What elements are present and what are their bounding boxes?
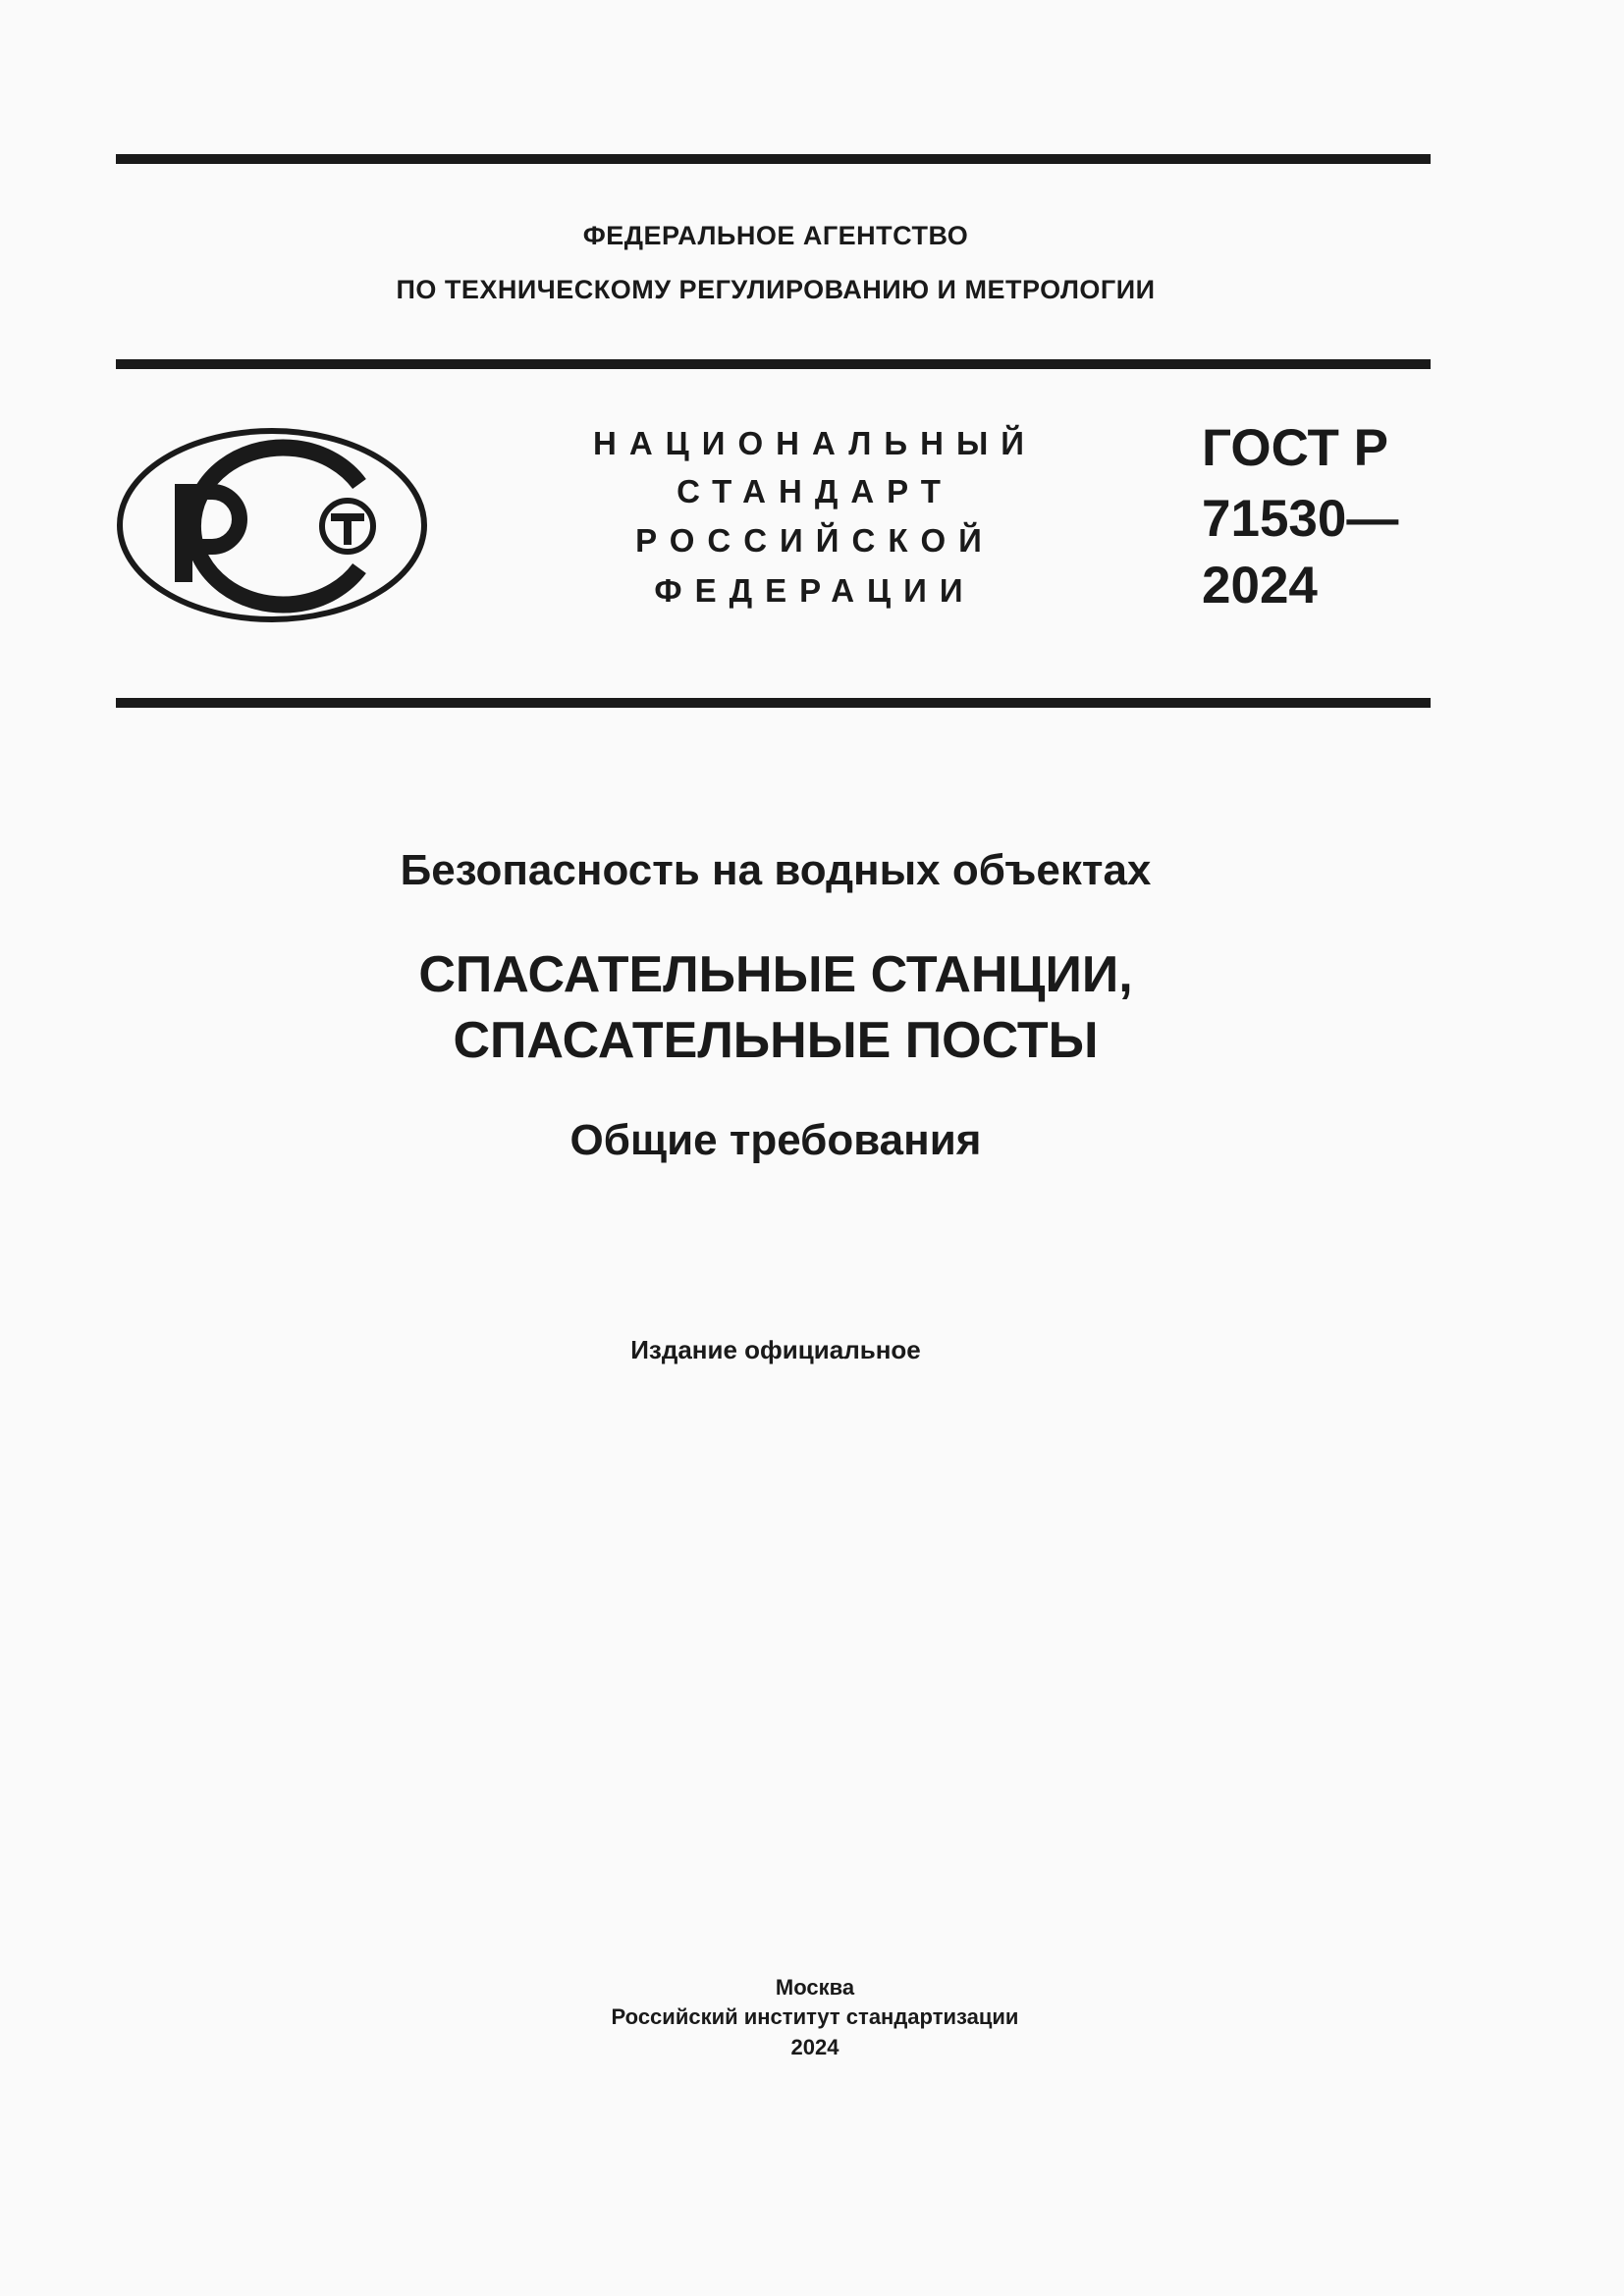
edition-label: Издание официальное (630, 1335, 921, 1364)
footer-year: 2024 (790, 2035, 839, 2059)
document-title-line-1: СПАСАТЕЛЬНЫЕ СТАНЦИИ, (418, 946, 1133, 1003)
footer-city: Москва (775, 1975, 855, 2000)
designation-line-2: 71530— (1202, 490, 1399, 548)
agency-name-line-1: ФЕДЕРАЛЬНОЕ АГЕНТСТВО (582, 221, 969, 250)
agency-name-line-2: ПО ТЕХНИЧЕСКОМУ РЕГУЛИРОВАНИЮ И МЕТРОЛОГИИ (396, 275, 1156, 304)
top-rule (116, 154, 1431, 164)
document-title-line-2: СПАСАТЕЛЬНЫЕ ПОСТЫ (453, 1012, 1099, 1069)
standard-type-line-4: ФЕДЕРАЦИИ (654, 572, 976, 609)
header-rule (116, 359, 1431, 369)
designation-line-3: 2024 (1202, 557, 1318, 614)
divider-rule (116, 698, 1431, 708)
standard-type-line-1: НАЦИОНАЛЬНЫЙ (593, 425, 1037, 461)
document-subtitle: Общие требования (569, 1116, 982, 1164)
rst-logo-icon (116, 427, 428, 623)
standard-type-line-3: РОССИЙСКОЙ (635, 522, 995, 559)
standard-type-line-2: СТАНДАРТ (677, 473, 953, 509)
designation-line-1: ГОСТ Р (1202, 419, 1388, 477)
footer-publisher: Российский институт стандартизации (611, 2004, 1019, 2029)
document-theme: Безопасность на водных объектах (400, 846, 1152, 894)
